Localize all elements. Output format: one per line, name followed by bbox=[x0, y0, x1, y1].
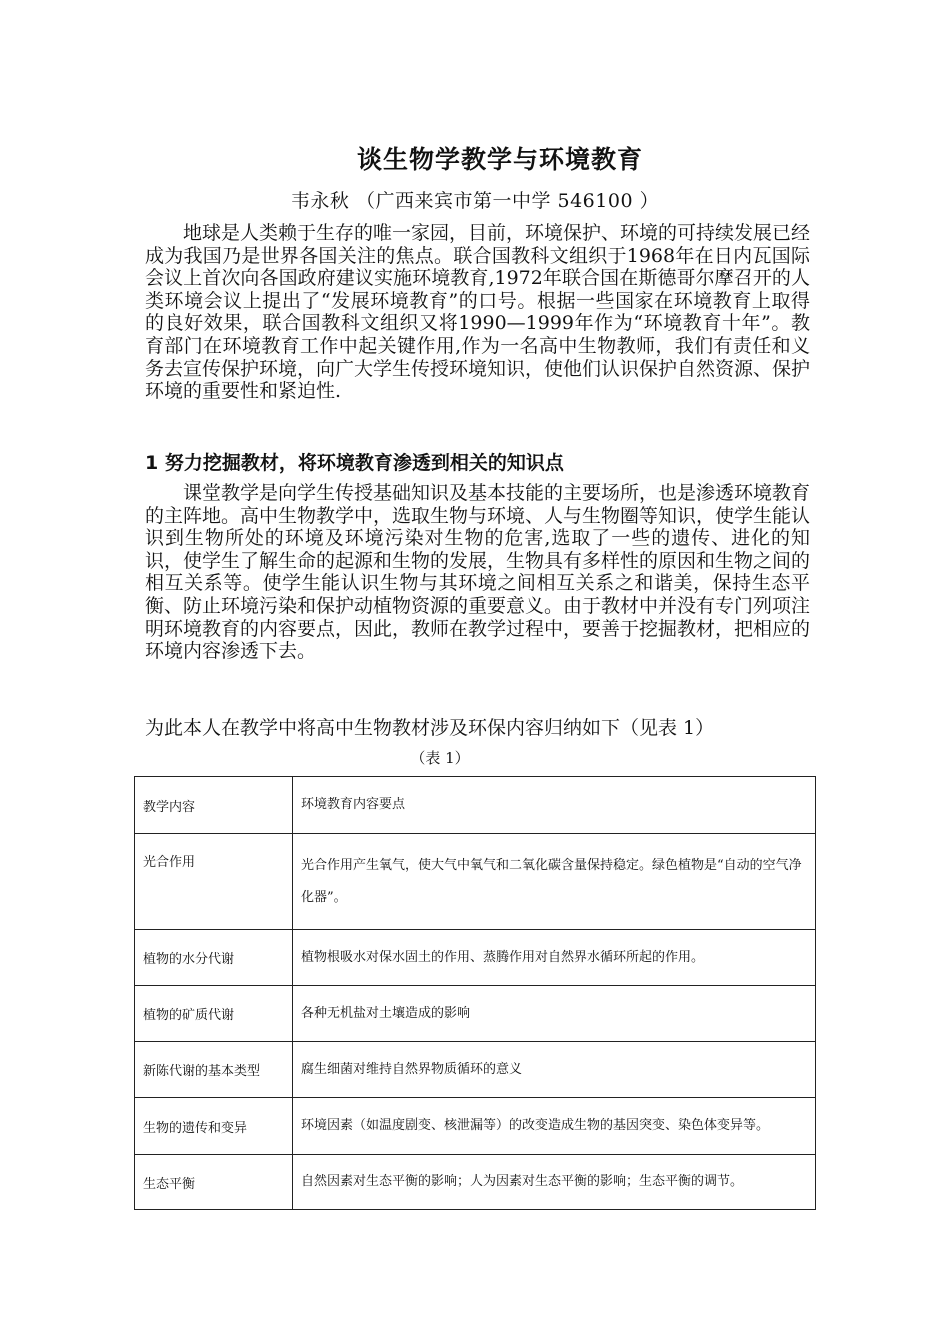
table-cell-topic: 光合作用 bbox=[135, 834, 293, 930]
table-cell-topic: 植物的矿质代谢 bbox=[135, 986, 293, 1042]
table-header-cell: 环境教育内容要点 bbox=[293, 777, 816, 834]
table-cell-points: 植物根吸水对保水固土的作用、蒸腾作用对自然界水循环所起的作用。 bbox=[293, 930, 816, 986]
table-intro: 为此本人在教学中将高中生物教材涉及环保内容归纳如下（见表 1） bbox=[145, 717, 715, 739]
content-table bbox=[134, 776, 816, 1210]
table-caption: （表 1） bbox=[410, 749, 470, 767]
table-row bbox=[135, 930, 816, 986]
table-cell-topic: 新陈代谢的基本类型 bbox=[135, 1042, 293, 1098]
table-cell-topic: 生物的遗传和变异 bbox=[135, 1098, 293, 1155]
table-header-row bbox=[135, 777, 816, 834]
table-cell-topic: 生态平衡 bbox=[135, 1155, 293, 1210]
section-heading: 1 努力挖掘教材，将环境教育渗透到相关的知识点 bbox=[145, 452, 564, 474]
table-cell-points: 各种无机盐对土壤造成的影响 bbox=[293, 986, 816, 1042]
table-cell-points: 自然因素对生态平衡的影响；人为因素对生态平衡的影响；生态平衡的调节。 bbox=[293, 1155, 816, 1210]
table-cell-points: 腐生细菌对维持自然界物质循环的意义 bbox=[293, 1042, 816, 1098]
table-row bbox=[135, 1155, 816, 1210]
author-line: 韦永秋 （广西来宾市第一中学 546100 ） bbox=[290, 190, 660, 212]
table-row bbox=[135, 834, 816, 930]
table-row bbox=[135, 1042, 816, 1098]
intro-paragraph: 地球是人类赖于生存的唯一家园，目前，环境保护、环境的可持续发展已经成为我国乃是世界各国关注的焦点。联合国教科文组织于1968年在日内瓦国际会议上首次向各国政府建议实施环境教育,1972年联合国在斯德哥尔摩召开的人类环境会议上提出了“发展环境教育”的口号。根据一些国家在环境教育上取得的良好效果，联合国教科文组织又将1990—1999年作为“环境教育十年”。教育部门在环境教育工作中起关键作用,作为一名高中生物教师，我们有责任和义务去宣传保护环境，向广大学生传授环境知识，使他们认识保护自然资源、保护环境的重要性和紧迫性. bbox=[145, 222, 811, 403]
table-cell-topic: 植物的水分代谢 bbox=[135, 930, 293, 986]
table-cell-points: 环境因素（如温度剧变、核泄漏等）的改变造成生物的基因突变、染色体变异等。 bbox=[293, 1098, 816, 1155]
table-row bbox=[135, 986, 816, 1042]
document-title: 谈生物学教学与环境教育 bbox=[356, 145, 643, 174]
table-cell-points: 光合作用产生氧气，使大气中氧气和二氧化碳含量保持稳定。绿色植物是“自动的空气净化器”。 bbox=[293, 834, 816, 930]
table-header-cell: 教学内容 bbox=[135, 777, 293, 834]
section-paragraph: 课堂教学是向学生传授基础知识及基本技能的主要场所，也是渗透环境教育的主阵地。高中生物教学中，选取生物与环境、人与生物圈等知识，使学生能认识到生物所处的环境及环境污染对生物的危害,选取了一些的遗传、进化的知识，使学生了解生命的起源和生物的发展，生物具有多样性的原因和生物之间的相互关系等。使学生能认识生物与其环境之间相互关系之和谐美，保持生态平衡、防止环境污染和保护动植物资源的重要意义。由于教材中并没有专门列项注明环境教育的内容要点，因此，教师在教学过程中，要善于挖掘教材，把相应的环境内容渗透下去。 bbox=[145, 482, 811, 663]
table-row bbox=[135, 1098, 816, 1155]
